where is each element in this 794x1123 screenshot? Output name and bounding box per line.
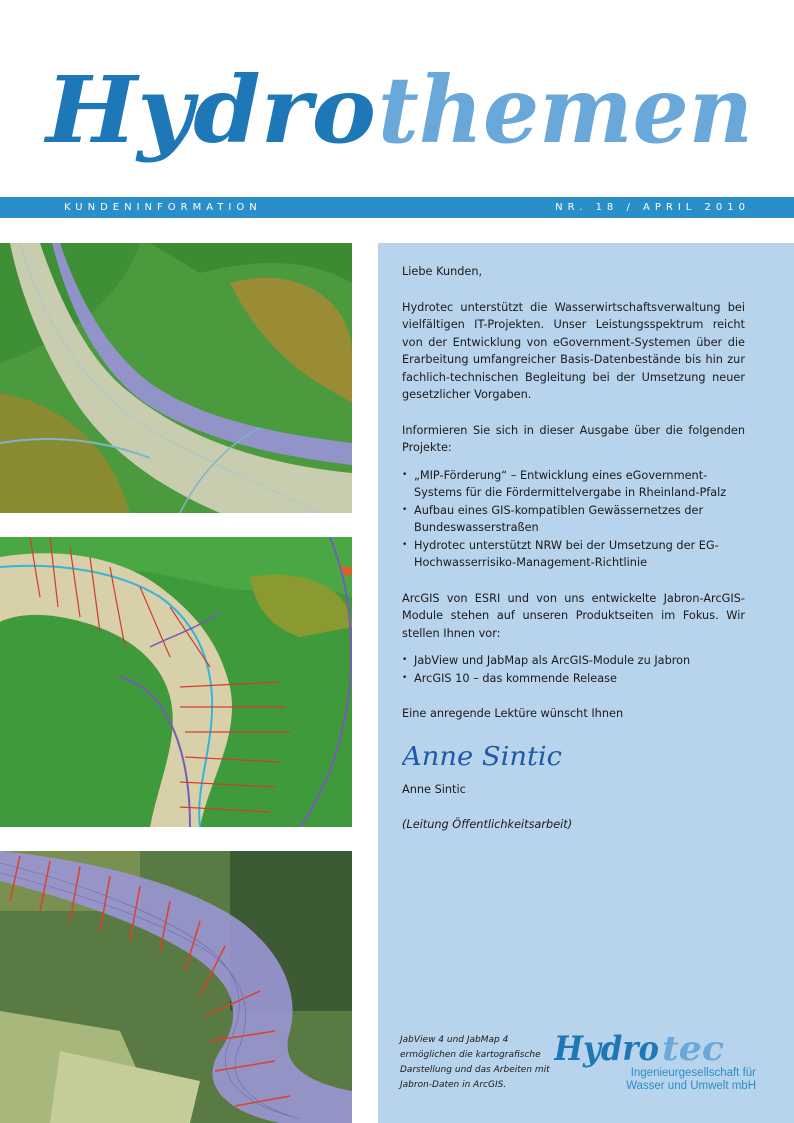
- hydrotec-logo: [554, 1026, 754, 1106]
- products-intro: ArcGIS von ESRI und von uns entwickelte Jabron-ArcGIS-Module stehen auf unseren Produktseiten im Fokus. Wir stellen Ihnen vor:: [402, 591, 745, 640]
- author-role: (Leitung Öffentlichkeitsarbeit): [402, 818, 573, 831]
- masthead-logo: [40, 42, 760, 192]
- image-caption: JabView 4 und JabMap 4 ermöglichen die kartografische Darstellung und das Arbeiten mit Jabron-Daten in ArcGIS.: [400, 1035, 550, 1090]
- logo-hydro: Hydro: [554, 1029, 659, 1068]
- editorial-panel: [378, 243, 794, 1123]
- project-list: [402, 467, 745, 572]
- list-item: • JabView und JabMap als ArcGIS-Module zu Jabron: [402, 652, 745, 670]
- header-bar: [0, 197, 794, 218]
- logo-subline-2: Wasser und Umwelt mbH: [626, 1080, 756, 1092]
- issue-number: NR. 18 / APRIL 2010: [555, 202, 750, 213]
- signature-text: Anne Sintic: [402, 741, 563, 772]
- list-item: • Hydrotec unterstützt NRW bei der Umsetzung der EG-Hochwasserrisiko-Management-Richtlinie: [402, 537, 745, 572]
- list-item: • „MIP-Förderung“ – Entwicklung eines eGovernment-Systems für die Fördermittelvergabe in Rheinland-Pfalz: [402, 467, 745, 502]
- terrain-map-image: [0, 243, 352, 513]
- masthead: [40, 42, 760, 192]
- header-kundeninformation: KUNDENINFORMATION: [64, 202, 262, 213]
- author-name: Anne Sintic: [402, 782, 466, 796]
- projects-intro: Informieren Sie sich in dieser Ausgabe über die folgenden Projekte:: [402, 423, 745, 454]
- editorial-letter: [402, 263, 745, 852]
- masthead-title-themen: themen: [378, 56, 753, 164]
- logo-tec: tec: [662, 1029, 725, 1068]
- masthead-title-hydro: Hydro: [42, 56, 377, 164]
- list-item: • ArcGIS 10 – das kommende Release: [402, 670, 745, 688]
- aerial-photo-image: [0, 851, 352, 1123]
- logo-subline-1: Ingenieurgesellschaft für: [630, 1067, 756, 1079]
- greeting: Liebe Kunden,: [402, 265, 483, 278]
- product-list: [402, 652, 745, 687]
- list-item: • Aufbau eines GIS-kompatiblen Gewässernetzes der Bundeswasserstraßen: [402, 502, 745, 537]
- cross-section-map-image: [0, 537, 352, 827]
- closing-line: Eine anregende Lektüre wünscht Ihnen: [402, 707, 624, 720]
- signature: [402, 735, 745, 775]
- intro-paragraph: Hydrotec unterstützt die Wasserwirtschaftsverwaltung bei vielfältigen IT-Projekten. Unser Leistungsspektrum reicht von der Entwicklung von eGovernment-Systemen über die Erarbeitung umfangreicher Basis-Datenbestände bis hin zur fachlich-technischen Begleitung bei der Umsetzung neuer gesetzlicher Vorgaben.: [402, 300, 745, 401]
- logo-subline: [626, 1067, 756, 1093]
